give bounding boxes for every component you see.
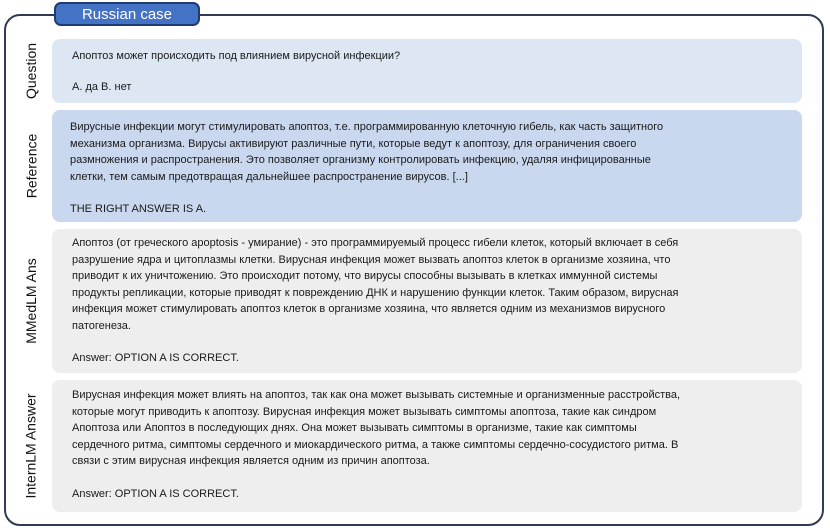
mmedlm-answer: Answer: OPTION A IS CORRECT.: [72, 352, 239, 364]
mmedlm-label: MMedLM Ans: [23, 258, 39, 344]
reference-line: клетки, тем самым предотвращая дальнейшее распространение вирусов. [...]: [70, 170, 468, 183]
mmedlm-line: продукты репликации, которые приводят к повреждению ДНК и нарушению функции клеток. Таким образом, вирусная: [72, 286, 679, 299]
internlm-line: Апоптоза или Апоптоз в последующих днях. Она может вызывать симптомы в организме, такие как симптомы: [72, 422, 637, 434]
reference-line: размножения и распространения. Это позволяет организму контролировать инфекцию, удаляя инфицированные: [70, 154, 651, 166]
mmedlm-line: патогенеза.: [72, 319, 131, 332]
question-text: Апоптоз может происходить под влиянием вирусной инфекции?: [72, 50, 401, 62]
question-label: Question: [23, 42, 40, 100]
internlm-line: сердечного ритма, симптомы сердечного и миокардического ритма, а также симптомы сердечно-сосудистого ритма. В: [72, 438, 679, 451]
mmedlm-panel: [52, 229, 802, 373]
internlm-answer: Answer: OPTION A IS CORRECT.: [72, 487, 239, 500]
internlm-label: InternLM Answer: [23, 393, 39, 499]
question-options: A. да B. нет: [72, 80, 132, 93]
internlm-panel: [52, 380, 802, 512]
mmedlm-line: инфекция может стимулировать апоптоз клеток в организме хозяина, что является одним из механизмов вирусного: [72, 303, 666, 315]
mmedlm-line: Апоптоз (от греческого apoptosis - умирание) - это программируемый процесс гибели клеток, который включает в себя: [72, 237, 679, 249]
internlm-line: Вирусная инфекция может влиять на апоптоз, так как она может вызывать системные и организменные расстройства,: [72, 389, 681, 401]
internlm-line: связи с этим вирусная инфекция является одним из причин апоптоза.: [72, 455, 430, 467]
reference-panel: [52, 110, 802, 222]
reference-label: Reference: [23, 133, 39, 199]
question-panel: [52, 39, 802, 103]
reference-answer: THE RIGHT ANSWER IS A.: [70, 203, 207, 215]
internlm-line: которые могут приводить к апоптозу. Вирусная инфекция может вызывать симптомы апоптоза, такие как синдром: [72, 405, 657, 418]
case-title: Russian case: [54, 2, 200, 26]
mmedlm-line: приводит к их уничтожению. Это происходит потому, что вирусы способны вызывать в клетках иммунной системы: [72, 270, 658, 282]
mmedlm-line: разрушение ядра и цитоплазмы клетки. Вирусная инфекция может вызвать апоптоз клеток в организме хозяина, что: [72, 253, 671, 266]
reference-line: Вирусные инфекции могут стимулировать апоптоз, т.е. программированную клеточную гибель, как часть защитного: [70, 121, 664, 133]
reference-line: механизма организма. Вирусы активируют различные пути, которые ведут к апоптозу, для ограничения своего: [70, 137, 637, 150]
